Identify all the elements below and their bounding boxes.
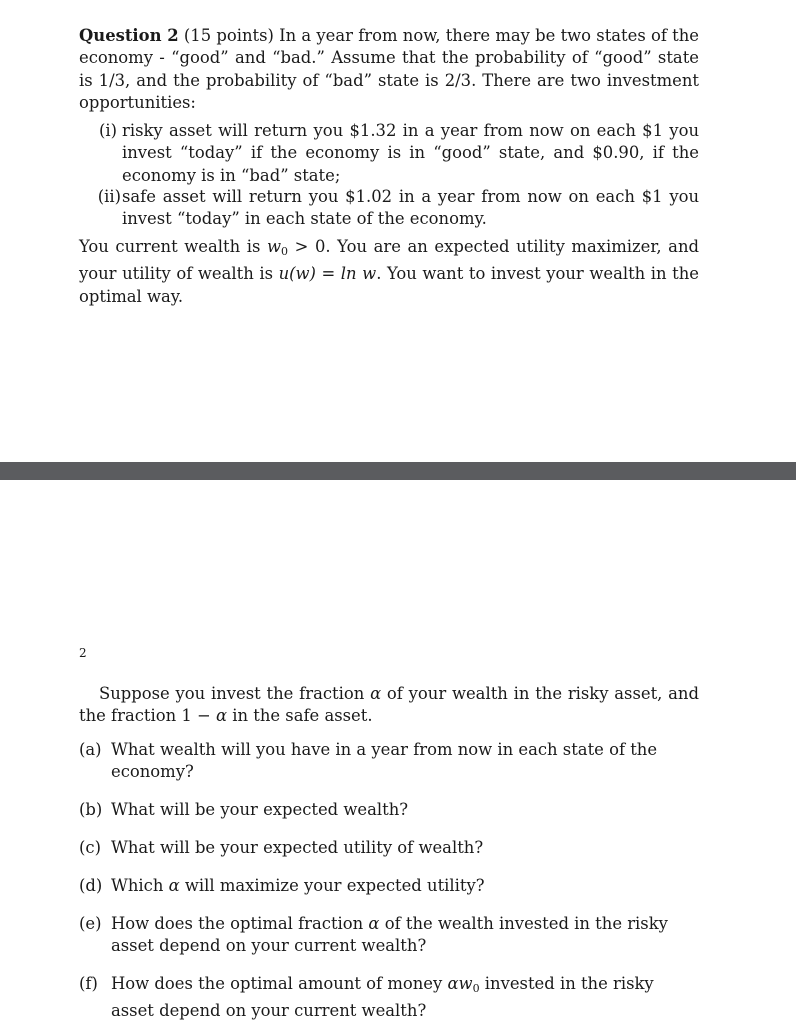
question-part-d bbox=[79, 875, 699, 897]
w0-subscript: 0 bbox=[472, 982, 480, 995]
part-label: (c) bbox=[79, 838, 101, 857]
page-separator bbox=[0, 462, 796, 480]
question-part-a bbox=[79, 739, 699, 784]
part-text-segment: Which bbox=[111, 876, 169, 895]
alpha-symbol: α bbox=[368, 914, 380, 933]
page-top bbox=[0, 0, 796, 462]
part-text: What will be your expected wealth? bbox=[111, 800, 409, 819]
suppose-text: in the safe asset. bbox=[227, 706, 373, 726]
page-number: 2 bbox=[79, 646, 87, 660]
question-points: (15 points) bbox=[183, 26, 274, 45]
part-text-segment: of the wealth invested in the risky asset depend on your current wealth? bbox=[111, 914, 668, 956]
wealth-text: > 0. You are an expected utility maximizer, and your utility of wealth is bbox=[79, 237, 700, 284]
part-label: (f) bbox=[79, 974, 98, 993]
part-text bbox=[111, 875, 699, 897]
question-title: Question 2 bbox=[79, 26, 179, 45]
part-text bbox=[111, 973, 699, 1023]
alpha-symbol: α bbox=[215, 706, 228, 726]
question-part-e bbox=[79, 913, 699, 958]
part-label: (a) bbox=[79, 740, 102, 759]
part-label: (d) bbox=[79, 876, 103, 895]
alpha-symbol: α bbox=[168, 876, 180, 895]
suppose-text: Suppose you invest the fraction bbox=[99, 684, 371, 703]
opportunity-label: (i) bbox=[98, 121, 117, 140]
part-text-segment: invested in the risky asset depend on your current wealth? bbox=[111, 974, 654, 1021]
opportunity-text: risky asset will return you $1.32 in a year from now on each $1 you invest “today” if the economy is in “good” state, and $0.90, if the economy is in “bad” state; bbox=[122, 121, 699, 185]
suppose-paragraph bbox=[79, 683, 699, 728]
alpha-w0-expression: αw bbox=[447, 974, 473, 993]
wealth-text: You current wealth is bbox=[79, 237, 267, 256]
question-intro-text: In a year from now, there may be two states of the economy - “good” and “bad.” Assume that the probability of “good” state is 1/3, and the probability of “bad” state is 2/3. There are two investment opportunities: bbox=[79, 26, 699, 112]
part-text bbox=[111, 913, 699, 958]
utility-expression: u(w) = ln w bbox=[278, 264, 377, 284]
part-text-segment: will maximize your expected utility? bbox=[179, 876, 485, 895]
opportunity-safe-asset bbox=[79, 186, 699, 231]
question-part-b bbox=[79, 799, 699, 821]
question-part-c bbox=[79, 837, 699, 859]
question-intro bbox=[79, 25, 699, 114]
question-part-f bbox=[79, 973, 699, 1023]
opportunity-text: safe asset will return you $1.02 in a year from now on each $1 you invest “today” in each state of the economy. bbox=[122, 187, 699, 229]
part-text-segment: How does the optimal fraction bbox=[111, 914, 369, 933]
part-label: (e) bbox=[79, 914, 102, 933]
part-label: (b) bbox=[79, 800, 103, 819]
w0-subscript: 0 bbox=[281, 245, 289, 258]
opportunity-label: (ii) bbox=[97, 187, 121, 206]
w0-symbol: w bbox=[267, 237, 282, 256]
part-text: What will be your expected utility of wealth? bbox=[111, 838, 484, 857]
part-text: What wealth will you have in a year from now in each state of the economy? bbox=[111, 740, 658, 782]
suppose-text: of your wealth in the risky asset, and the fraction 1 − bbox=[79, 684, 699, 726]
opportunity-risky-asset bbox=[79, 120, 699, 187]
wealth-paragraph bbox=[79, 236, 699, 308]
alpha-symbol: α bbox=[370, 684, 382, 703]
part-text-segment: How does the optimal amount of money bbox=[111, 974, 448, 993]
wealth-text: . You want to invest your wealth in the optimal way. bbox=[79, 264, 699, 306]
